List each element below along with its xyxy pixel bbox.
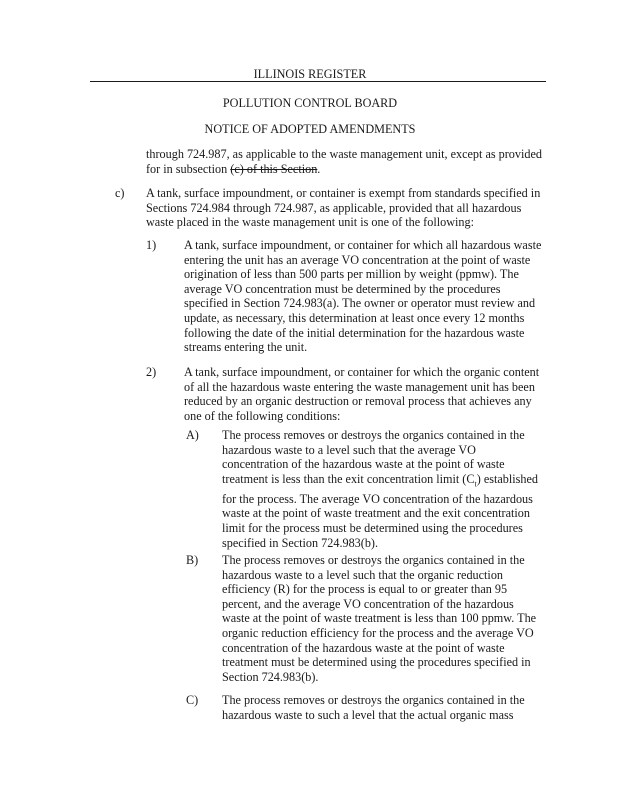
register-title: ILLINOIS REGISTER xyxy=(253,67,367,81)
subitem-c-label: C) xyxy=(186,693,199,707)
intro-text: through 724.987, as applicable to the waste management unit, except as provided for in subsection xyxy=(146,147,542,176)
subitem-a-text-part1: The process removes or destroys the organics contained in the hazardous waste to a level such that the average VO concentration of the hazardous waste at the point of waste treatment is less than the exit concentration limit (C xyxy=(222,428,525,486)
header-rule xyxy=(90,81,546,82)
board-title: POLLUTION CONTROL BOARD xyxy=(222,96,398,110)
subitem-b-label: B) xyxy=(186,553,199,567)
intro-paragraph xyxy=(146,147,548,176)
subitem-a-text-part2: ) established for the process. The average VO concentration of the hazardous waste at the point of waste treatment and the exit concentration limit for the process must be determined using the procedures specified in Section 724.983(b). xyxy=(222,471,538,550)
subitem-c-text: The process removes or destroys the organics contained in the hazardous waste to such a level that the actual organic mass xyxy=(222,693,525,722)
item-1-text: A tank, surface impoundment, or container for which all hazardous waste entering the unit has an average VO concentration at the point of waste origination of less than 500 parts per million by weight (ppmw). The average VO concentration must be determined by the procedures specified in Section 724.983(a). The owner or operator must review and update, as necessary, this determination at least once every 12 months following the date of the initial determination for the hazardous waste streams entering the unit. xyxy=(184,238,542,355)
item-1-label: 1) xyxy=(146,238,157,252)
subitem-a-label: A) xyxy=(186,428,199,442)
item-2-label: 2) xyxy=(146,365,157,379)
subitem-a-subscript: t xyxy=(474,479,477,489)
subitem-a-text xyxy=(222,428,544,550)
item-2-text: A tank, surface impoundment, or container for which the organic content of all the hazardous waste entering the waste management unit has been reduced by an organic destruction or removal process that achieves any one of the following conditions: xyxy=(184,365,540,423)
intro-end: . xyxy=(317,161,321,176)
subsection-c-text: A tank, surface impoundment, or container is exempt from standards specified in Sections 724.984 through 724.987, as applicable, provided that all hazardous waste placed in the waste management unit is one of the following: xyxy=(146,186,541,230)
subitem-b-text: The process removes or destroys the organics contained in the hazardous waste to a level such that the organic reduction efficiency (R) for the process is equal to or greater than 95 percent, and the average VO concentration of the hazardous waste at the point of waste treatment is less than 100 ppmw. The organic reduction efficiency for the process and the average VO concentration of the hazardous waste at the point of waste treatment must be determined using the procedures specified in Section 724.983(b). xyxy=(222,553,537,684)
intro-struck-text: (c) of this Section xyxy=(230,161,318,176)
notice-title: NOTICE OF ADOPTED AMENDMENTS xyxy=(204,122,416,136)
subsection-c-label: c) xyxy=(115,186,125,200)
